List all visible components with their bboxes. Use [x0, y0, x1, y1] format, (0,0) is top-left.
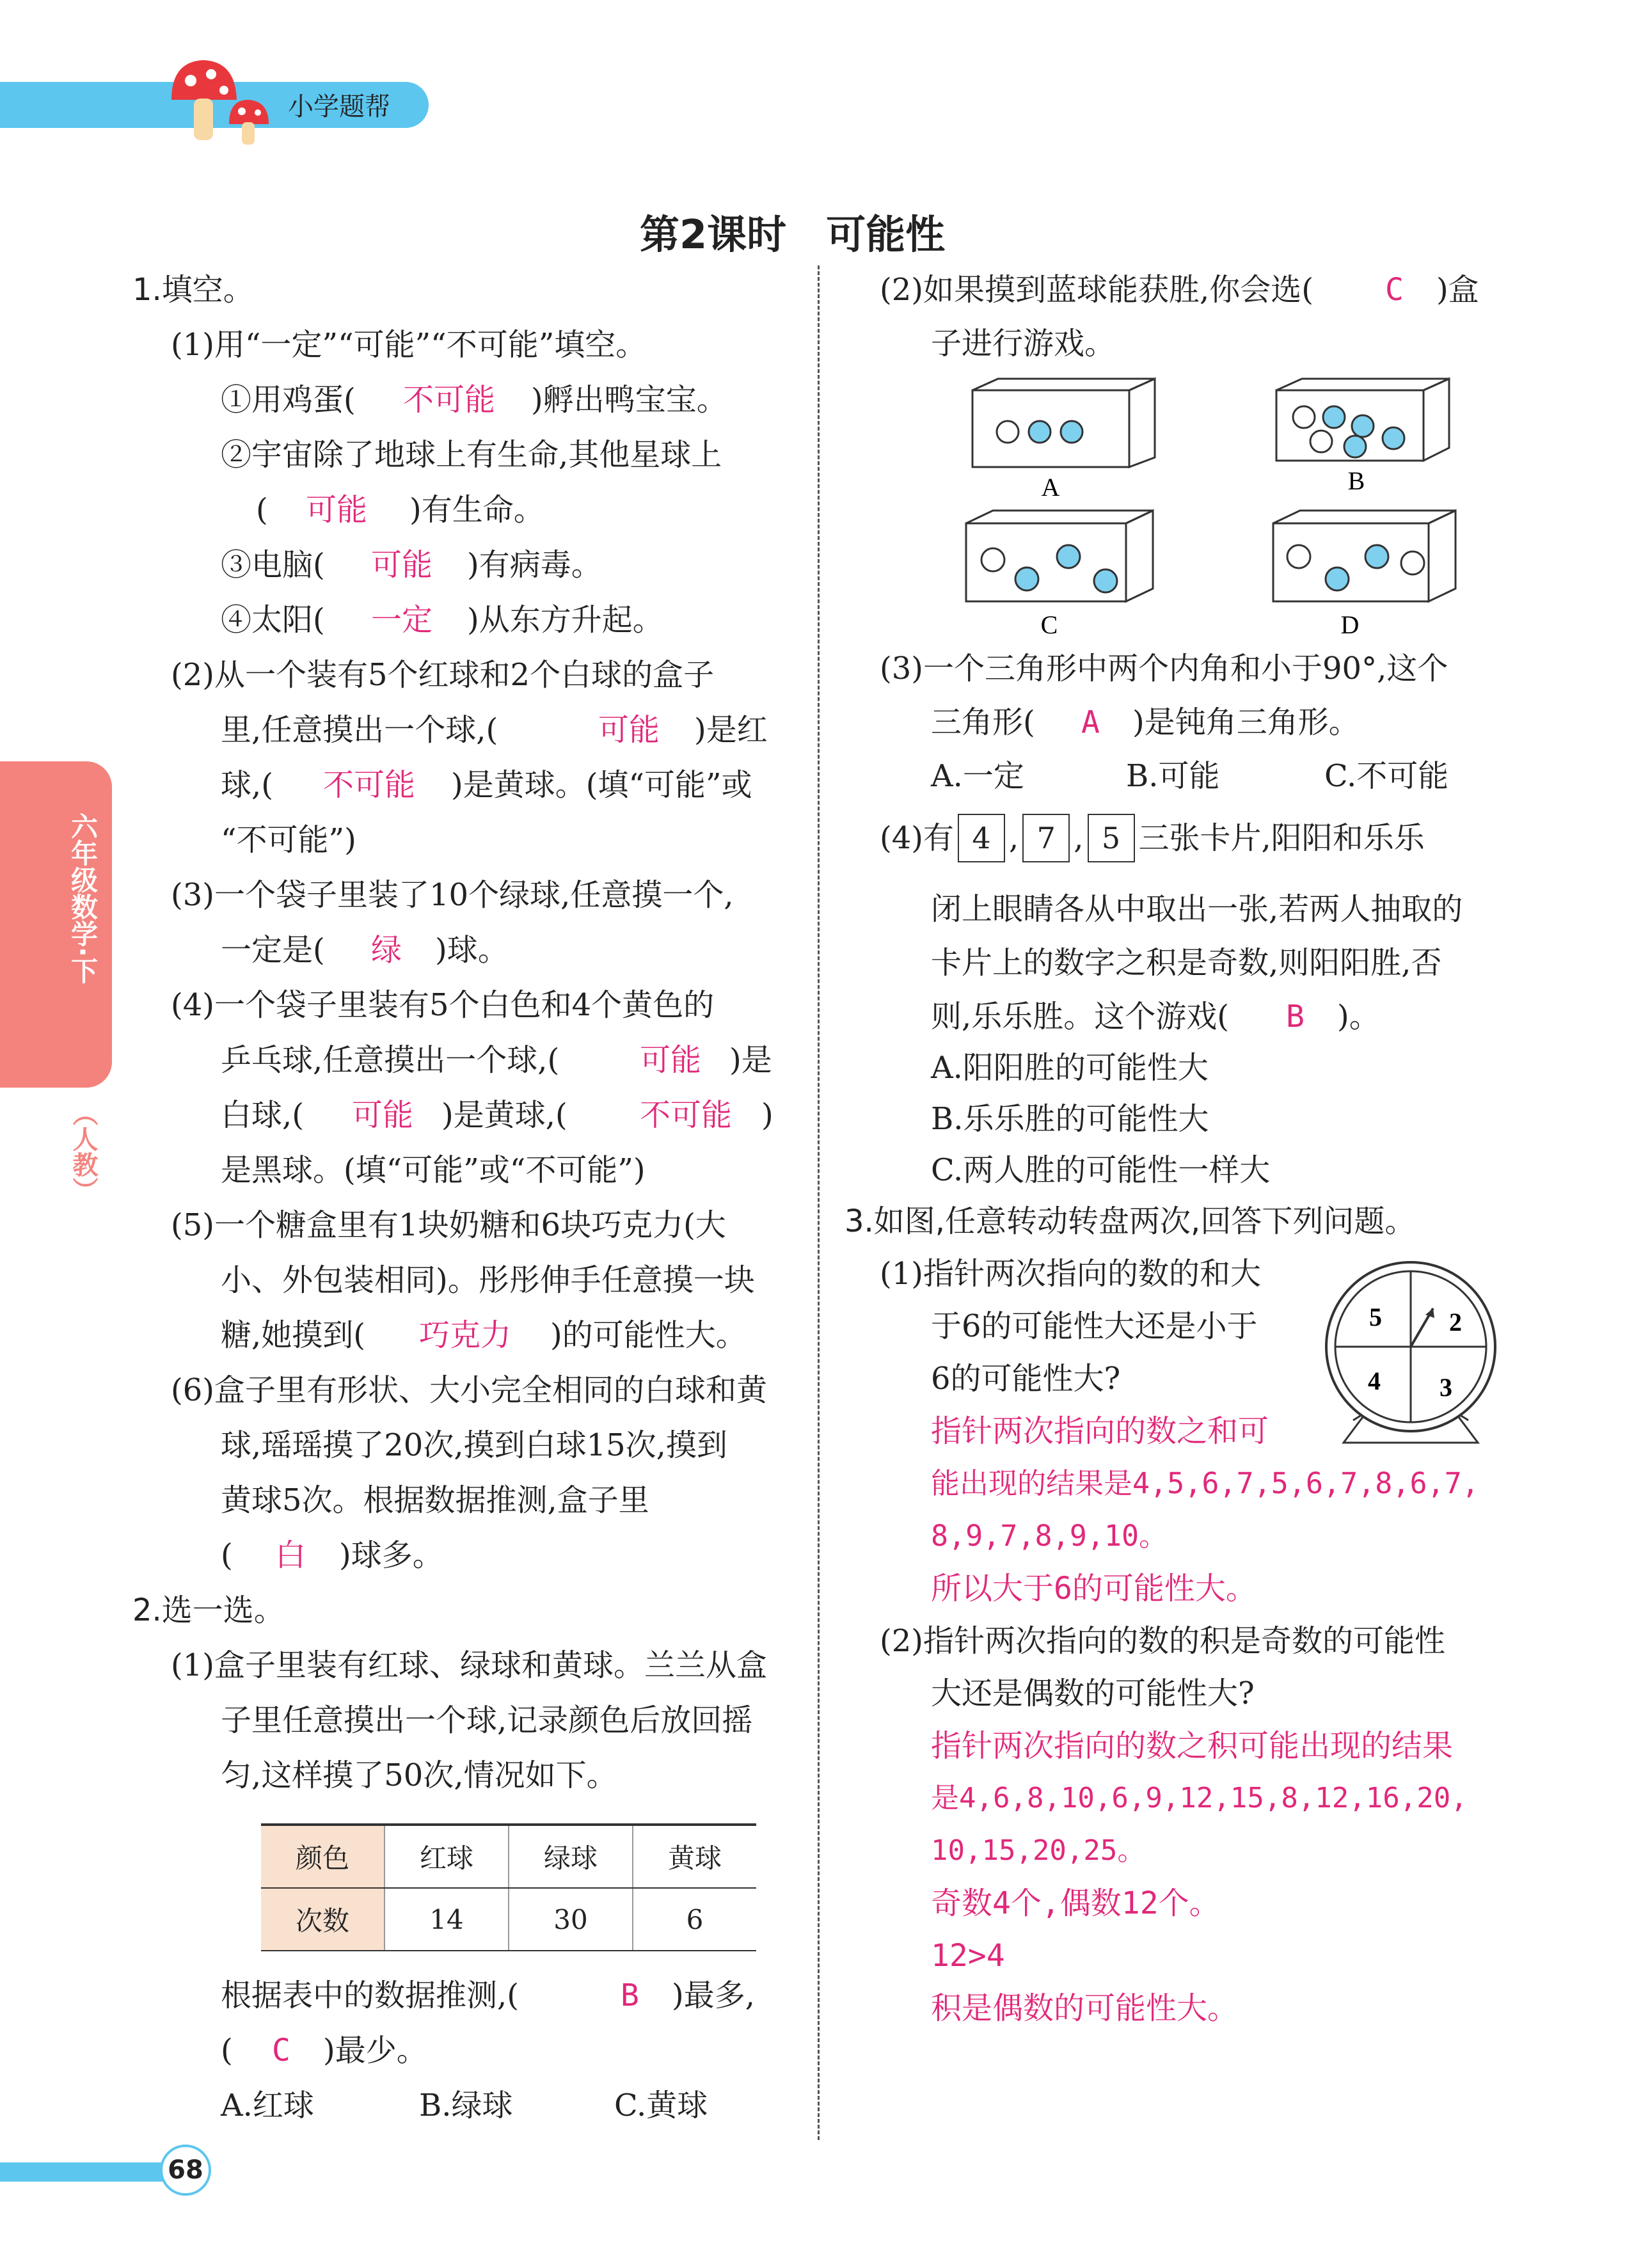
q1-1-a-post: )孵出鸭宝宝。: [531, 382, 727, 418]
q1-4-answer-2: 可能: [352, 1097, 414, 1133]
q3-1-answer-line: 8,9,7,8,9,10。: [931, 1519, 1168, 1553]
q3-1-answer-line: 能出现的结果是4,5,6,7,5,6,7,8,6,7,: [931, 1466, 1479, 1500]
q1-2-line2-pre: 里,任意摸出一个球,(: [221, 712, 498, 748]
table-cell: 14: [385, 1888, 509, 1951]
q1-1-d-post: )从东方升起。: [467, 602, 663, 638]
q1-1-d-pre: ④太阳(: [221, 602, 325, 638]
q1-6-line3: 黄球5次。根据数据推测,盒子里: [221, 1482, 649, 1518]
q1-2-answer-1: 可能: [598, 712, 660, 748]
q3-1-line2: 于6的可能性大还是小于: [931, 1308, 1258, 1344]
q2-1-s2-pre: (: [221, 2033, 233, 2068]
q2-1-line1: (1)盒子里装有红球、绿球和黄球。兰兰从盒: [171, 1647, 767, 1683]
q2-4-line1: (4)有 4 , 7 , 5 三张卡片,阳阳和乐乐: [880, 813, 1425, 864]
q1-4-line3-b: )是黄球,(: [441, 1097, 567, 1133]
tally-table: [261, 1823, 756, 1951]
q1-4-line2-pre: 乒乓球,任意摸出一个球,(: [221, 1042, 560, 1078]
ball-boxes-figure: [953, 371, 1465, 640]
footer-bar: [0, 2162, 186, 2182]
spinner-wheel: [1318, 1254, 1503, 1452]
spinner-number: 2: [1449, 1308, 1462, 1336]
q2-3-post: )是钝角三角形。: [1132, 704, 1360, 740]
box-label-a: A: [1041, 473, 1060, 502]
q1-6-answer: 白: [275, 1537, 306, 1573]
page-title: 第2课时 可能性: [640, 211, 946, 258]
q3-1-answer-line: 所以大于6的可能性大。: [931, 1571, 1257, 1606]
table-header-cell: 绿球: [509, 1825, 633, 1888]
q3-1-answer-line: 指针两次指向的数之和可: [931, 1413, 1269, 1449]
q1-1-c-post: )有病毒。: [467, 547, 602, 583]
q1-3-answer: 绿: [371, 932, 402, 968]
q3-2-answer-line: 是4,6,8,10,6,9,12,15,8,12,16,20,: [931, 1782, 1468, 1814]
q1-1-b-post: )有生命。: [409, 492, 544, 528]
q1-3-line1: (3)一个袋子里装了10个绿球,任意摸一个,: [171, 877, 734, 913]
q2-3-line1: (3)一个三角形中两个内角和小于90°,这个: [880, 651, 1448, 686]
q2-4-line2: 闭上眼睛各从中取出一张,若两人抽取的: [931, 891, 1463, 927]
q1-4-answer-1: 可能: [640, 1042, 702, 1078]
table-cell: 30: [509, 1888, 633, 1951]
spinner-number: 4: [1368, 1367, 1381, 1395]
spinner-number: 3: [1440, 1373, 1452, 1402]
q2-3-option-c: C.不可能: [1324, 758, 1449, 794]
q3-2-answer-line: 10,15,20,25。: [931, 1834, 1146, 1867]
table-cell: 次数: [261, 1888, 385, 1951]
box-a: [972, 379, 1155, 467]
q3-1-line1: (1)指针两次指向的数的和大: [880, 1256, 1261, 1292]
q2-2-line2: 子进行游戏。: [931, 326, 1116, 361]
q2-4-pre: (4)有: [880, 820, 954, 856]
table-header-cell: 颜色: [261, 1825, 385, 1888]
q1-4-answer-3: 不可能: [640, 1097, 733, 1133]
q2-3-option-b: B.可能: [1126, 758, 1220, 794]
table-header-cell: 红球: [385, 1825, 509, 1888]
number-card: 5: [1088, 814, 1135, 862]
q1-6-pre: (: [221, 1537, 233, 1573]
q1-1-c-answer: 可能: [371, 547, 433, 583]
q1-1-b-answer: 可能: [306, 492, 368, 528]
q1-6-line2: 球,瑶瑶摸了20次,摸到白球15次,摸到: [221, 1427, 727, 1463]
q1-6-post: )球多。: [339, 1537, 443, 1573]
q1-2-line2-post: )是红: [694, 712, 768, 748]
number-card: 4: [958, 814, 1005, 862]
q2-1-line2: 子里任意摸出一个球,记录颜色后放回摇: [221, 1702, 753, 1738]
table-row: [261, 1825, 756, 1888]
q2-2-line1-post: )盒: [1436, 272, 1479, 308]
q1-2-line3-post: )是黄球。(填“可能”或: [451, 767, 752, 803]
q1-1-d-answer: 一定: [371, 602, 433, 638]
q1-5-post: )的可能性大。: [550, 1317, 747, 1353]
q1-1-b-pre: (: [256, 492, 268, 528]
q1-1-a-pre: ①用鸡蛋(: [221, 382, 356, 418]
q2-3-pre: 三角形(: [931, 704, 1035, 740]
table-header-cell: 黄球: [633, 1825, 756, 1888]
q2-4-option-b: B.乐乐胜的可能性大: [931, 1101, 1209, 1137]
q1-5-line2: 小、外包装相同)。彤彤伸手任意摸一块: [221, 1262, 755, 1298]
q1-5-answer: 巧克力: [419, 1317, 512, 1353]
q3-2-answer-line: 12>4: [931, 1938, 1005, 1974]
q2-4-option-c: C.两人胜的可能性一样大: [931, 1152, 1271, 1188]
q1-2-line1: (2)从一个装有5个红球和2个白球的盒子: [171, 657, 715, 693]
q1-4-line3-c: ): [761, 1097, 773, 1133]
q3-2-answer-line: 奇数4个,偶数12个。: [931, 1885, 1220, 1921]
q2-4-option-a: A.阳阳胜的可能性大: [931, 1050, 1209, 1086]
q2-1-answer-2: C: [272, 2033, 290, 2068]
q2-4-line3: 卡片上的数字之积是奇数,则阳阳胜,否: [931, 945, 1442, 981]
q2-3-answer: A: [1081, 704, 1100, 740]
q1-1-b-line1: ②宇宙除了地球上有生命,其他星球上: [221, 437, 722, 473]
q2-4-line4-pre: 则,乐乐胜。这个游戏(: [931, 999, 1229, 1035]
q1-4-line4: 是黑球。(填“可能”或“不可能”): [221, 1152, 646, 1188]
q2-1-s2-post: )最少。: [323, 2033, 427, 2068]
box-label-b: B: [1347, 466, 1365, 495]
q2-1-line3: 匀,这样摸了50次,情况如下。: [221, 1757, 617, 1793]
q2-1-option-b: B.绿球: [419, 2088, 513, 2123]
q2-2-answer: C: [1385, 272, 1404, 308]
q1-2-answer-2: 不可能: [323, 767, 416, 803]
box-label-d: D: [1340, 610, 1360, 639]
q1-1-intro: (1)用“一定”“可能”“不可能”填空。: [171, 327, 647, 363]
side-tab-label: 六年级数学·下: [67, 813, 99, 984]
column-divider: [818, 266, 820, 2140]
page-number: 68: [160, 2145, 211, 2196]
q2-heading: 2.选一选。: [132, 1592, 285, 1628]
q2-3-option-a: A.一定: [931, 758, 1024, 794]
q3-2-line1: (2)指针两次指向的数的积是奇数的可能性: [880, 1623, 1445, 1659]
brand-label: 小学题帮: [288, 92, 390, 122]
q2-4-answer: B: [1286, 999, 1305, 1035]
table-row: [261, 1888, 756, 1951]
q1-4-line2-post: )是: [729, 1042, 772, 1078]
mushroom-logo-icon: [165, 55, 280, 148]
q1-6-line1: (6)盒子里有形状、大小完全相同的白球和黄: [171, 1372, 767, 1408]
table-cell: 6: [633, 1888, 756, 1951]
q3-2-line2: 大还是偶数的可能性大?: [931, 1676, 1255, 1711]
q1-5-pre: 糖,她摸到(: [221, 1317, 365, 1353]
q1-1-c-pre: ③电脑(: [221, 547, 325, 583]
q1-2-line4: “不可能”): [221, 822, 356, 858]
q2-1-s1-pre: 根据表中的数据推测,(: [221, 1978, 519, 2013]
q2-1-answer-1: B: [621, 1978, 639, 2013]
q2-2-line1-pre: (2)如果摸到蓝球能获胜,你会选(: [880, 272, 1313, 308]
q3-2-answer-line: 指针两次指向的数之积可能出现的结果: [931, 1728, 1454, 1764]
q2-1-option-c: C.黄球: [614, 2088, 708, 2123]
q1-3-pre: 一定是(: [221, 932, 325, 968]
q2-4-line4-post: )。: [1337, 999, 1380, 1035]
q3-1-line3: 6的可能性大?: [931, 1361, 1121, 1397]
q1-heading: 1.填空。: [132, 272, 254, 308]
q1-5-line1: (5)一个糖盒里有1块奶糖和6块巧克力(大: [171, 1207, 726, 1243]
side-tab-edition: （人教）: [68, 1100, 98, 1203]
spinner-number: 5: [1369, 1303, 1382, 1331]
q1-4-line1: (4)一个袋子里装有5个白色和4个黄色的: [171, 987, 715, 1023]
q2-1-s1-post: )最多,: [672, 1978, 755, 2013]
q1-3-post: )球。: [435, 932, 509, 968]
q1-4-line3-a: 白球,(: [221, 1097, 304, 1133]
q2-1-option-a: A.红球: [221, 2088, 314, 2123]
q2-4-post: 三张卡片,阳阳和乐乐: [1138, 820, 1425, 856]
q3-heading: 3.如图,任意转动转盘两次,回答下列问题。: [845, 1203, 1416, 1239]
q1-2-line3-pre: 球,(: [221, 767, 273, 803]
q1-1-a-answer: 不可能: [403, 382, 496, 418]
number-card: 7: [1022, 814, 1070, 862]
q3-2-answer-line: 积是偶数的可能性大。: [931, 1990, 1239, 2026]
box-label-c: C: [1040, 610, 1058, 639]
